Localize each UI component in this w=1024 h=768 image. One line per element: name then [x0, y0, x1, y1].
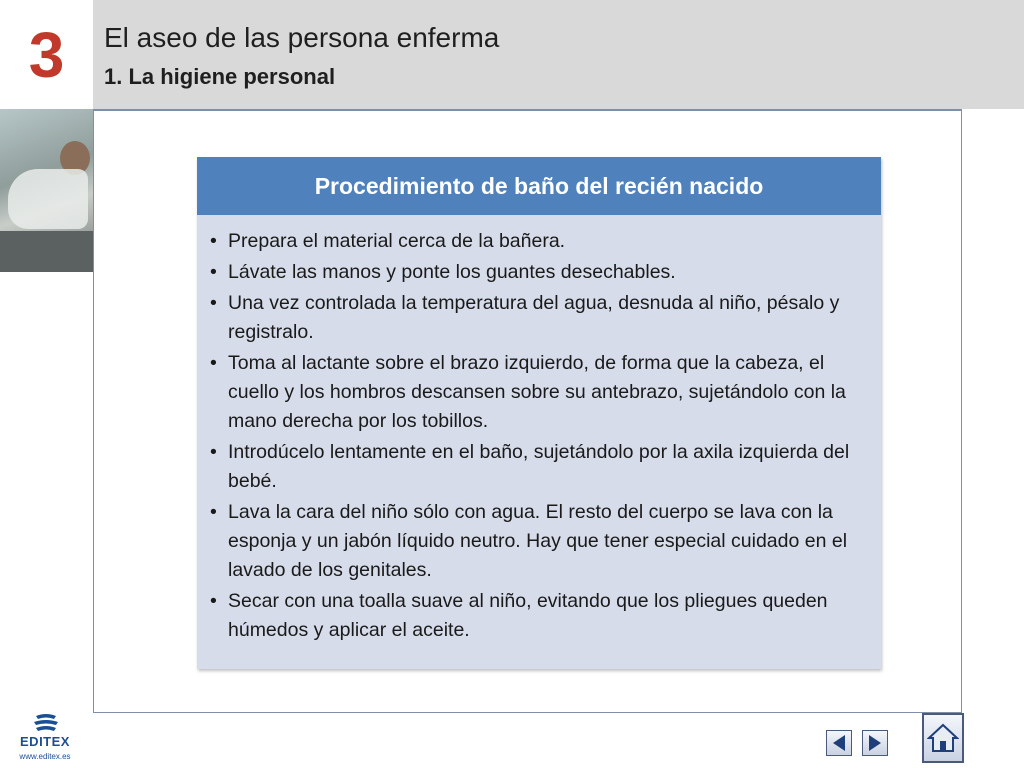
page-subtitle: 1. La higiene personal	[104, 64, 336, 89]
logo-text: EDITEX	[20, 734, 70, 749]
list-item: • Una vez controlada la temperatura del agua, desnuda al niño, pésalo y registralo.	[210, 289, 865, 347]
home-button[interactable]	[922, 713, 964, 763]
page-title: El aseo de las persona enferma	[104, 22, 500, 53]
header-band	[93, 0, 1024, 109]
procedure-card	[197, 157, 881, 669]
editex-logo	[14, 708, 76, 764]
logo-url: www.editex.es	[19, 752, 71, 761]
next-slide-button[interactable]	[862, 730, 888, 756]
list-item: • Toma al lactante sobre el brazo izquierdo, de forma que la cabeza, el cuello y los hombros descansen sobre su antebrazo, sujetándolo con la mano derecha por los tobillos.	[210, 349, 865, 436]
photo-thumbnail	[0, 109, 93, 272]
triangle-left-icon	[831, 734, 847, 752]
editex-logo-icon	[32, 712, 60, 734]
list-item: • Prepara el material cerca de la bañera.	[210, 227, 865, 256]
list-item: • Introdúcelo lentamente en el baño, sujetándolo por la axila izquierda del bebé.	[210, 438, 865, 496]
unit-number: 3	[28, 18, 65, 91]
procedure-list	[197, 215, 881, 645]
card-title: Procedimiento de baño del recién nacido	[197, 157, 881, 215]
list-item: • Secar con una toalla suave al niño, evitando que los pliegues queden húmedos y aplicar el aceite.	[210, 587, 865, 645]
list-item: • Lava la cara del niño sólo con agua. El resto del cuerpo se lava con la esponja y un jabón líquido neutro. Hay que tener especial cuidado en el lavado de los genitales.	[210, 498, 865, 585]
home-icon	[927, 723, 959, 753]
previous-slide-button[interactable]	[826, 730, 852, 756]
triangle-right-icon	[867, 734, 883, 752]
list-item: • Lávate las manos y ponte los guantes desechables.	[210, 258, 865, 287]
